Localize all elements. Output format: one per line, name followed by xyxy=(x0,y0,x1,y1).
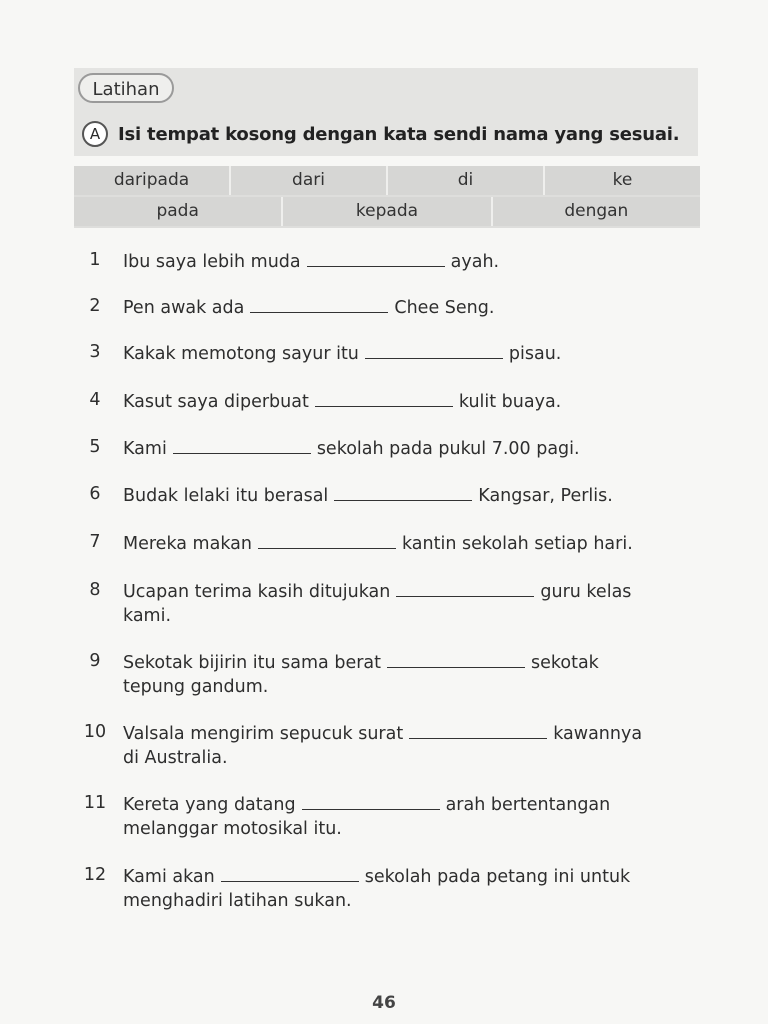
answer-blank[interactable] xyxy=(258,534,396,549)
answer-blank[interactable] xyxy=(365,344,503,359)
answer-blank[interactable] xyxy=(221,867,359,882)
question-text-continued: tepung gandum. xyxy=(123,677,269,697)
question-text: Ibu saya lebih muda xyxy=(123,252,301,272)
question-number: 12 xyxy=(83,865,107,885)
question-text-continued: di Australia. xyxy=(123,748,228,768)
question-text: Kasut saya diperbuat xyxy=(123,392,309,412)
word-bank-row-1 xyxy=(74,166,700,195)
question-text-continued: menghadiri latihan sukan. xyxy=(123,891,352,911)
question-number: 8 xyxy=(89,580,101,600)
exercise-title: Latihan xyxy=(78,73,174,103)
question-number: 10 xyxy=(83,722,107,742)
question-text: kulit buaya. xyxy=(458,392,562,412)
question-number: 11 xyxy=(83,793,107,813)
question-text: ayah. xyxy=(450,252,500,272)
question-text: sekolah pada pukul 7.00 pagi. xyxy=(316,439,580,459)
question-number: 6 xyxy=(89,484,101,504)
question-text-continued: kami. xyxy=(123,606,172,626)
word-bank-item: daripada xyxy=(74,166,231,195)
answer-blank[interactable] xyxy=(334,486,472,501)
question-text: Kakak memotong sayur itu xyxy=(123,344,359,364)
question-number: 9 xyxy=(89,651,101,671)
word-bank-item: ke xyxy=(545,166,700,195)
word-bank-item: dari xyxy=(231,166,388,195)
question-text: guru kelas xyxy=(540,582,632,602)
question-number: 7 xyxy=(89,532,101,552)
word-bank-item: dengan xyxy=(493,197,700,226)
question-text: kantin sekolah setiap hari. xyxy=(401,534,633,554)
instruction-text: Isi tempat kosong dengan kata sendi nama yang sesuai. xyxy=(118,123,680,145)
question-text: Sekotak bijirin itu sama berat xyxy=(123,653,381,673)
page-number: 46 xyxy=(372,993,396,1013)
question-number: 5 xyxy=(89,437,101,457)
answer-blank[interactable] xyxy=(173,439,311,454)
question-number: 1 xyxy=(89,250,101,270)
word-bank xyxy=(74,166,700,228)
question-text: Budak lelaki itu berasal xyxy=(123,486,329,506)
question-text: sekolah pada petang ini untuk xyxy=(364,867,631,887)
question-number: 4 xyxy=(89,390,101,410)
section-letter-badge: A xyxy=(82,121,108,147)
word-bank-row-2 xyxy=(74,197,700,226)
answer-blank[interactable] xyxy=(409,724,547,739)
answer-blank[interactable] xyxy=(387,653,525,668)
question-text: sekotak xyxy=(531,653,599,673)
word-bank-item: kepada xyxy=(283,197,492,226)
section-a-instruction xyxy=(82,121,679,147)
answer-blank[interactable] xyxy=(307,252,445,267)
question-number: 3 xyxy=(89,342,101,362)
answer-blank[interactable] xyxy=(315,392,453,407)
question-text: arah bertentangan xyxy=(445,795,611,815)
question-text: Kereta yang datang xyxy=(123,795,296,815)
answer-blank[interactable] xyxy=(250,298,388,313)
question-text: pisau. xyxy=(508,344,562,364)
question-text: Kami akan xyxy=(123,867,215,887)
word-bank-item: di xyxy=(388,166,545,195)
answer-blank[interactable] xyxy=(302,795,440,810)
question-text: Chee Seng. xyxy=(394,298,495,318)
word-bank-item: pada xyxy=(74,197,283,226)
question-text: Valsala mengirim sepucuk surat xyxy=(123,724,404,744)
question-text: Ucapan terima kasih ditujukan xyxy=(123,582,391,602)
question-number: 2 xyxy=(89,296,101,316)
question-text-continued: melanggar motosikal itu. xyxy=(123,819,342,839)
question-text: Kami xyxy=(123,439,167,459)
question-text: Pen awak ada xyxy=(123,298,245,318)
question-text: kawannya xyxy=(553,724,643,744)
question-text: Mereka makan xyxy=(123,534,252,554)
question-text: Kangsar, Perlis. xyxy=(478,486,613,506)
answer-blank[interactable] xyxy=(396,582,534,597)
